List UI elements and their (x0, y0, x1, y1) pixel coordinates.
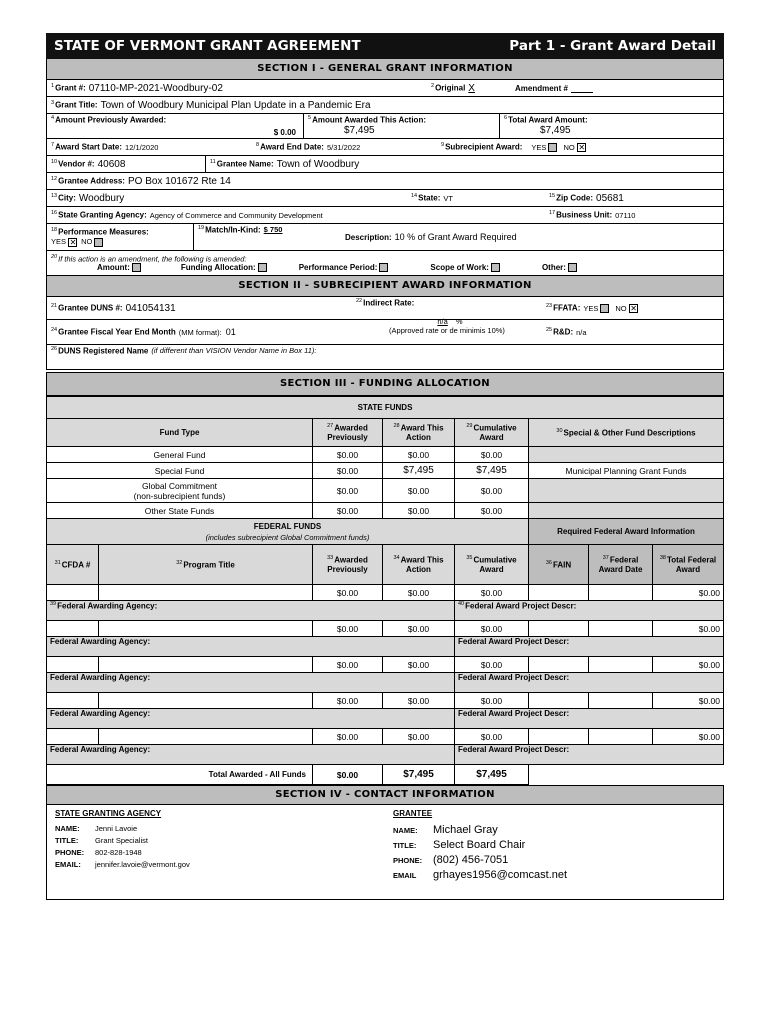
grantee-contact-title-value[interactable]: Select Board Chair (433, 839, 526, 851)
prev-awarded-value[interactable]: $ 0.00 (273, 128, 296, 137)
section-3-header: SECTION III - FUNDING ALLOCATION (46, 372, 724, 396)
prev-cell[interactable]: $0.00 (313, 657, 383, 673)
cfda-cell[interactable] (47, 585, 99, 601)
required-federal-info: Required Federal Award Information (529, 519, 724, 545)
performance-row: $^{18}$Performance Measures: YES✕ NO $^{19}$Match/In-Kind: $ 750 Description: 10 % of Grant Award Required (46, 224, 724, 251)
special-desc-cell[interactable] (529, 447, 724, 463)
ffata-label: FFATA: (553, 303, 581, 313)
fain-cell[interactable] (529, 729, 589, 745)
duns-name-note: (if different than VISION Vendor Name in Box 11): (151, 346, 317, 356)
grant-title-label: Grant Title: (55, 100, 98, 110)
fund-type-cell: Global Commitment (141, 480, 218, 491)
fye-label: Grantee Fiscal Year End Month (58, 327, 176, 337)
federal-funds-header: FEDERAL FUNDS (253, 521, 322, 531)
total-action: $7,495 (383, 765, 455, 785)
address-value[interactable]: PO Box 101672 Rte 14 (127, 175, 231, 187)
grantee-contact-email[interactable]: grhayes1956@comcast.net (433, 869, 568, 881)
fye-value[interactable]: 01 (225, 327, 236, 337)
agency-email-label: EMAIL: (55, 860, 81, 869)
description-value[interactable]: 10 % of Grant Award Required (394, 232, 517, 242)
form-part: Part 1 - Grant Award Detail (509, 38, 716, 54)
agency-label: State Granting Agency: (58, 210, 147, 220)
action-cell[interactable]: $0.00 (383, 621, 455, 637)
col-fund-type: Fund Type (47, 419, 313, 447)
contact-info (46, 805, 724, 900)
city-row: $^{13}$City: Woodbury $^{14}$State: VT $^{15}$Zip Code: 05681 (46, 190, 724, 207)
this-action-value[interactable]: $7,495 (344, 124, 375, 136)
subrecipient-no-checkbox[interactable] (577, 143, 586, 152)
agency-contact-email[interactable]: jennifer.lavoie@vermont.gov (95, 860, 190, 869)
fed-date-cell[interactable] (589, 621, 653, 637)
program-cell[interactable] (99, 621, 313, 637)
fed-date-cell[interactable] (589, 585, 653, 601)
col-award-this-action: Award This Action (400, 423, 444, 442)
fund-type-cell: Other State Funds (47, 503, 313, 519)
col-fain: FAIN (552, 560, 572, 570)
ffata-yes-label: YES (583, 303, 599, 313)
grant-number-label: Grant #: (55, 83, 86, 93)
agency-contact-title: STATE GRANTING AGENCY (55, 809, 162, 818)
grant-number-value[interactable]: 07110-MP-2021-Woodbury-02 (88, 82, 223, 94)
subrecipient-label: Subrecipient Award: (445, 142, 523, 152)
table-row (47, 503, 724, 519)
amend-funding-label: Funding Allocation: (180, 263, 256, 273)
fed-date-cell[interactable] (589, 657, 653, 673)
start-date-value[interactable]: 12/1/2020 (125, 142, 159, 152)
fed-total-cell[interactable]: $0.00 (653, 657, 724, 673)
fed-descr-label: Federal Award Project Descr: (455, 673, 724, 693)
table-row (47, 657, 724, 673)
prev-cell[interactable]: $0.00 (313, 463, 383, 479)
dates-row: $^7$Award Start Date: 12/1/2020 $^8$Award End Date: 5/31/2022 $^9$Subrecipient Award: YES NO ✕ (46, 139, 724, 156)
grantee-email-label: EMAIL (393, 871, 417, 880)
perf-no-label: NO (81, 237, 93, 247)
grantee-title-label: TITLE: (393, 841, 417, 850)
amounts-row: $^4$Amount Previously Awarded: $ 0.00 $^5$Amount Awarded This Action: $7,495 $^6$Total Award Amount: $7,495 (46, 114, 724, 139)
amend-scope-label: Scope of Work: (430, 263, 489, 273)
amend-other-checkbox[interactable] (568, 263, 577, 272)
total-award-value[interactable]: $7,495 (540, 124, 571, 136)
table-row (47, 463, 724, 479)
agency-row: $^{16}$State Granting Agency: Agency of Commerce and Community Development $^{17}$Business Unit: 07110 (46, 207, 724, 224)
fed-total-cell[interactable]: $0.00 (653, 693, 724, 709)
prev-cell[interactable]: $0.00 (313, 621, 383, 637)
indirect-rate-label: Indirect Rate: (363, 298, 415, 308)
grantee-name-value[interactable]: Town of Woodbury (276, 158, 360, 170)
duns-name-row: $^{26}$DUNS Registered Name (if different than VISION Vendor Name in Box 11): (46, 345, 724, 370)
section-2-header: SECTION II - SUBRECIPIENT AWARD INFORMATION (46, 276, 724, 297)
business-unit-label: Business Unit: (556, 210, 613, 220)
rd-label: R&D: (553, 327, 574, 337)
fed-descr-label: Federal Award Project Descr: (455, 637, 724, 657)
col-fed-total: Total Federal Award (666, 555, 717, 574)
state-funds-header: STATE FUNDS (47, 397, 724, 419)
fed-date-cell[interactable] (589, 693, 653, 709)
subrecipient-yes-label: YES (531, 142, 547, 152)
special-desc-cell[interactable] (529, 479, 724, 503)
duns-row: $^{21}$Grantee DUNS #: 041054131 $^{22}$Indirect Rate: $^{23}$FFATA: YES NO ✕ (46, 297, 724, 320)
grantee-name-label: NAME: (393, 826, 418, 835)
table-row (47, 729, 724, 745)
fund-type-cell: General Fund (47, 447, 313, 463)
fund-type-cell: Special Fund (47, 463, 313, 479)
city-value[interactable]: Woodbury (78, 192, 125, 204)
table-row (47, 693, 724, 709)
amend-note: If this action is an amendment, the following is amended: (58, 254, 247, 264)
special-desc-cell[interactable]: Municipal Planning Grant Funds (529, 463, 724, 479)
duns-label: Grantee DUNS #: (58, 303, 123, 313)
grantee-phone-label: PHONE: (393, 856, 423, 865)
fed-total-cell[interactable]: $0.00 (653, 585, 724, 601)
action-cell[interactable]: $0.00 (383, 693, 455, 709)
fye-note: (MM format): (178, 327, 222, 337)
cumulative-cell[interactable]: $0.00 (455, 479, 529, 503)
cfda-cell[interactable] (47, 621, 99, 637)
col-special-desc: Special & Other Fund Descriptions (563, 428, 696, 438)
fed-total-cell[interactable]: $0.00 (653, 729, 724, 745)
perf-yes-checkbox[interactable] (68, 238, 77, 247)
agency-contact-name[interactable]: Jenni Lavoie (95, 824, 138, 833)
cumulative-cell[interactable]: $0.00 (455, 621, 529, 637)
total-row (47, 765, 724, 785)
fain-cell[interactable] (529, 621, 589, 637)
zip-value[interactable]: 05681 (596, 192, 624, 204)
table-row (47, 447, 724, 463)
original-mark[interactable]: X (468, 82, 475, 94)
total-label: Total Awarded - All Funds (47, 765, 313, 785)
action-cell[interactable]: $0.00 (383, 479, 455, 503)
match-label: Match/In-Kind: (205, 225, 261, 235)
cumulative-cell[interactable]: $0.00 (455, 503, 529, 519)
fed-agency-label: Federal Awarding Agency: (47, 673, 455, 693)
form-title: STATE OF VERMONT GRANT AGREEMENT (54, 38, 361, 54)
amend-scope-checkbox[interactable] (491, 263, 500, 272)
action-cell[interactable]: $0.00 (383, 657, 455, 673)
perf-no-checkbox[interactable] (94, 238, 103, 247)
ffata-no-label: NO (615, 303, 627, 313)
fed-descr-label: Federal Award Project Descr: (465, 601, 577, 611)
grant-number-row: $^1$Grant #: 07110-MP-2021-Woodbury-02 $^2$Original X Amendment # (46, 80, 724, 97)
prev-cell[interactable]: $0.00 (313, 693, 383, 709)
agency-title-label: TITLE: (55, 836, 79, 845)
fiscal-year-row: $^{24}$Grantee Fiscal Year End Month (MM format): 01 n/a % (Approved rate or de minimis 10%) $^{25}$R&D: n/a (46, 320, 724, 345)
address-row: $^{12}$Grantee Address: PO Box 101672 Rte 14 (46, 173, 724, 190)
cumulative-cell[interactable]: $0.00 (455, 693, 529, 709)
fain-cell[interactable] (529, 657, 589, 673)
table-row (47, 585, 724, 601)
original-label: Original (435, 83, 466, 93)
fed-total-cell[interactable]: $0.00 (653, 621, 724, 637)
indirect-note: (Approved rate or de minimis 10%) (389, 326, 505, 335)
amend-perf-period-label: Performance Period: (298, 263, 378, 273)
grant-title-row: $^3$Grant Title: Town of Woodbury Municipal Plan Update in a Pandemic Era (46, 97, 724, 114)
section-4-header: SECTION IV - CONTACT INFORMATION (46, 785, 724, 805)
grantee-name-label: Grantee Name: (216, 159, 274, 169)
federal-funds-note: (includes subrecipient Global Commitment funds) (205, 532, 370, 542)
fed-date-cell[interactable] (589, 729, 653, 745)
section-1-header: SECTION I - GENERAL GRANT INFORMATION (46, 59, 724, 80)
description-label: Description: (345, 232, 392, 242)
col-program-title: Program Title (183, 560, 235, 570)
program-cell[interactable] (99, 585, 313, 601)
perf-measures-label: Performance Measures: (58, 228, 149, 238)
fain-cell[interactable] (529, 585, 589, 601)
indirect-rate-value[interactable]: n/a (437, 317, 448, 326)
total-cumulative: $7,495 (455, 765, 529, 785)
subrecipient-no-label: NO (563, 142, 575, 152)
table-row (47, 621, 724, 637)
fed-descr-label: Federal Award Project Descr: (455, 709, 724, 729)
action-cell[interactable]: $0.00 (383, 503, 455, 519)
total-award-label: Total Award Amount: (508, 115, 588, 125)
amend-perf-period-checkbox[interactable] (379, 263, 388, 272)
program-cell[interactable] (99, 693, 313, 709)
amend-funding-checkbox[interactable] (258, 263, 267, 272)
amendment-label: Amendment # (515, 83, 568, 93)
amend-amount-checkbox[interactable] (132, 263, 141, 272)
col-fed-cumulative: Cumulative Award (473, 555, 517, 574)
amend-amount-label: Amount: (97, 263, 130, 273)
fed-agency-label: Federal Awarding Agency: (47, 637, 455, 657)
match-value[interactable]: $ 750 (263, 225, 283, 234)
fed-descr-label: Federal Award Project Descr: (455, 745, 724, 765)
zip-label: Zip Code: (556, 193, 594, 203)
fain-cell[interactable] (529, 693, 589, 709)
duns-value[interactable]: 041054131 (125, 302, 176, 314)
start-date-label: Award Start Date: (55, 142, 123, 152)
action-cell[interactable]: $7,495 (383, 463, 455, 479)
cfda-cell[interactable] (47, 657, 99, 673)
cfda-cell[interactable] (47, 729, 99, 745)
prev-cell[interactable]: $0.00 (313, 447, 383, 463)
agency-phone-label: PHONE: (55, 848, 85, 857)
prev-cell[interactable]: $0.00 (313, 585, 383, 601)
end-date-value[interactable]: 5/31/2022 (326, 142, 361, 152)
cumulative-cell[interactable]: $7,495 (455, 463, 529, 479)
prev-cell[interactable]: $0.00 (313, 479, 383, 503)
duns-name-label: DUNS Registered Name (58, 346, 149, 356)
city-label: City: (58, 193, 76, 203)
ffata-no-checkbox[interactable] (629, 304, 638, 313)
subrecipient-yes-checkbox[interactable] (548, 143, 557, 152)
grantee-contact-name[interactable]: Michael Gray (433, 824, 498, 836)
table-row (47, 479, 724, 503)
vendor-row: $^{10}$Vendor #: 40608 $^{11}$Grantee Name: Town of Woodbury (46, 156, 724, 173)
prev-cell[interactable]: $0.00 (313, 503, 383, 519)
action-cell[interactable]: $0.00 (383, 585, 455, 601)
indirect-pct: % (455, 317, 463, 326)
fed-agency-label: Federal Awarding Agency: (47, 709, 455, 729)
vendor-value[interactable]: 40608 (97, 158, 126, 170)
fund-type-note: (non-subrecipient funds) (133, 490, 226, 501)
agency-contact-title-value[interactable]: Grant Specialist (95, 836, 148, 845)
vendor-label: Vendor #: (58, 159, 95, 169)
state-value[interactable]: VT (443, 193, 453, 203)
col-cumulative: Cumulative Award (473, 423, 517, 442)
prev-awarded-label: Amount Previously Awarded: (55, 115, 167, 125)
grantee-contact-title: GRANTEE (393, 809, 433, 818)
col-cfda: CFDA # (61, 560, 91, 570)
total-prev: $0.00 (313, 765, 383, 785)
grantee-contact (385, 805, 723, 899)
grant-agreement-form (46, 33, 724, 900)
agency-value[interactable]: Agency of Commerce and Community Development (149, 210, 323, 220)
this-action-label: Amount Awarded This Action: (312, 115, 426, 125)
action-cell[interactable]: $0.00 (383, 729, 455, 745)
col-awarded-prev: Awarded Previously (327, 423, 368, 442)
amendment-scope-row: $^{20}$If this action is an amendment, the following is amended: Amount: Funding Allocation: Performance Period: Scope of Work: Other: (46, 251, 724, 276)
grantee-contact-phone[interactable]: (802) 456-7051 (433, 854, 509, 866)
amendment-field[interactable] (571, 83, 593, 93)
program-cell[interactable] (99, 729, 313, 745)
form-title-bar (46, 33, 724, 59)
agency-name-label: NAME: (55, 824, 80, 833)
col-fed-award-date: Federal Award Date (598, 555, 643, 574)
business-unit-value[interactable]: 07110 (615, 210, 636, 220)
agency-contact-phone[interactable]: 802-828-1948 (95, 848, 142, 857)
col-fed-awarded-prev: Awarded Previously (327, 555, 368, 574)
rd-value[interactable]: n/a (576, 327, 587, 337)
ffata-yes-checkbox[interactable] (600, 304, 609, 313)
prev-cell[interactable]: $0.00 (313, 729, 383, 745)
cfda-cell[interactable] (47, 693, 99, 709)
fed-agency-label: Federal Awarding Agency: (47, 745, 455, 765)
grant-title-value[interactable]: Town of Woodbury Municipal Plan Update in a Pandemic Era (100, 99, 371, 111)
amend-other-label: Other: (541, 263, 566, 273)
cumulative-cell[interactable]: $0.00 (455, 657, 529, 673)
fed-agency-label: Federal Awarding Agency: (57, 601, 158, 611)
cumulative-cell[interactable]: $0.00 (455, 585, 529, 601)
agency-contact (47, 805, 385, 899)
state-label: State: (418, 193, 441, 203)
end-date-label: Award End Date: (260, 142, 324, 152)
program-cell[interactable] (99, 657, 313, 673)
col-fed-award-this-action: Award This Action (400, 555, 444, 574)
action-cell[interactable]: $0.00 (383, 447, 455, 463)
address-label: Grantee Address: (58, 176, 125, 186)
cumulative-cell[interactable]: $0.00 (455, 447, 529, 463)
cumulative-cell[interactable]: $0.00 (455, 729, 529, 745)
special-desc-cell[interactable] (529, 503, 724, 519)
perf-yes-label: YES (51, 237, 67, 247)
funding-allocation-table: STATE FUNDS Fund Type $^{27}$Awarded Previously $^{28}$Award This Action $^{29}$Cumulative Award $^{30}$Special & Other Fund Descriptions General Fund $0.00 $0.00 $0.00 Special Fund $0.00 $7,495 $7,495 Municipal Planning Grant Funds Global Commitment (non-subrecipient funds) $0.00 $0.00 $0.00 Other State Funds $0.00 $0.00 $0.00 FEDERAL FUNDS (includes subrecipient Global Commitment funds) Required Federal Award Information $^{31}$CFDA # $^{32}$Program Title $^{33}$Awarded Previously $^{34}$Award This Action $^{35}$Cumulative Award $^{36}$FAIN $^{37}$Federal Award Date $^{38}$Total Federal Award $0.00 $0.00 $0.00 $0.00 $^{39}$Federal Awarding Agency: $^{40}$Federal Award Project Descr: $0.00 $0.00 $0.00 $0.00 Federal Awarding Agency: Federal Award Project Descr: $0.00 $0.00 $0.00 $0.00 Federal Awarding Agency: Federal Award Project Descr: $0.00 $0.00 $0.00 $0.00 Federal Awarding Agency: Federal Award Project Descr: $0.00 $0.00 $0.00 $0.00 Federal Awarding Agency: Federal Award Project Descr: Total Awarded - All Funds $0.00 $7,495 $7,495 (46, 396, 724, 785)
